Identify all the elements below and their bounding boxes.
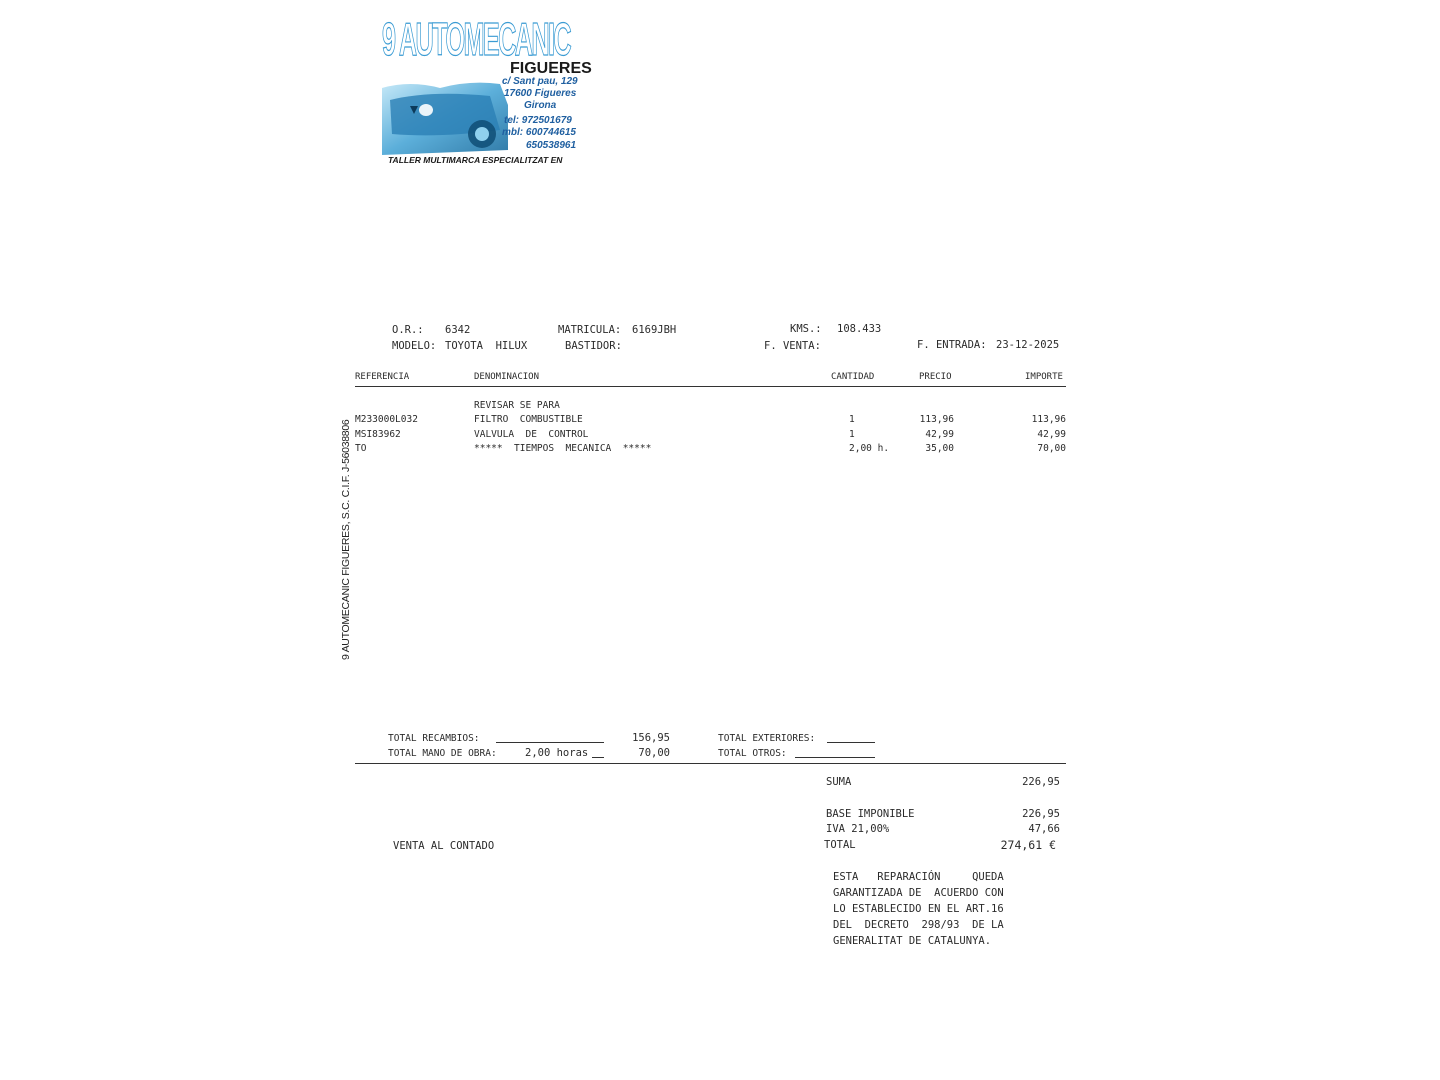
- row-1-precio: 113,96: [919, 414, 954, 425]
- row-1-den: FILTRO COMBUSTIBLE: [474, 414, 583, 425]
- row-1-ref: M233000L032: [355, 414, 418, 425]
- payment-method: VENTA AL CONTADO: [393, 840, 495, 852]
- row-2-cant: 1: [849, 429, 855, 440]
- total-recambios-value: 156,95: [632, 732, 670, 744]
- total-mano-line: [592, 757, 604, 758]
- bastidor-label: BASTIDOR:: [565, 340, 622, 352]
- modelo-label: MODELO:: [392, 340, 437, 352]
- kms-value: 108.433: [837, 323, 882, 335]
- guarantee-line-1: ESTA REPARACIÓN QUEDA: [833, 871, 1004, 883]
- guarantee-line-5: GENERALITAT DE CATALUNYA.: [833, 935, 992, 947]
- logo-tel: tel: 972501679: [504, 115, 572, 126]
- table-note: REVISAR SE PARA: [474, 400, 560, 411]
- suma-value: 226,95: [1022, 776, 1060, 788]
- col-denominacion: DENOMINACION: [474, 372, 540, 382]
- col-importe: IMPORTE: [1025, 372, 1063, 382]
- company-cif-vertical: 9 AUTOMECANIC FIGUERES, S.C. C.I.F. J-56038806: [340, 419, 352, 660]
- iva-value: 47,66: [1028, 823, 1060, 835]
- matricula-label: MATRICULA:: [558, 324, 622, 336]
- logo-tagline: TALLER MULTIMARCA ESPECIALITZAT EN: [388, 155, 563, 165]
- fentrada-label: F. ENTRADA:: [917, 339, 987, 351]
- logo-province: Girona: [524, 100, 557, 111]
- row-2-den: VALVULA DE CONTROL: [474, 429, 589, 440]
- base-label: BASE IMPONIBLE: [826, 808, 915, 820]
- total-mano-label: TOTAL MANO DE OBRA:: [388, 748, 497, 759]
- total-otros-label: TOTAL OTROS:: [718, 748, 787, 759]
- row-3-precio: 35,00: [925, 443, 954, 454]
- col-precio: PRECIO: [919, 372, 952, 382]
- col-cantidad: CANTIDAD: [831, 372, 875, 382]
- row-3-importe: 70,00: [1037, 443, 1066, 454]
- row-1-importe: 113,96: [1031, 414, 1066, 425]
- logo-mobile-2: 650538961: [526, 140, 577, 151]
- row-2-precio: 42,99: [925, 429, 954, 440]
- total-recambios-line: [496, 742, 604, 743]
- row-3-den: ***** TIEMPOS MECANICA *****: [474, 443, 652, 454]
- total-value: 274,61 €: [1000, 838, 1056, 852]
- logo-city: FIGUERES: [510, 60, 592, 77]
- matricula-value: 6169JBH: [632, 324, 677, 336]
- kms-label: KMS.:: [790, 323, 822, 335]
- logo-address: c/ Sant pau, 129: [502, 76, 578, 87]
- row-3-ref: TO: [355, 443, 367, 454]
- row-2-importe: 42,99: [1037, 429, 1066, 440]
- total-recambios-label: TOTAL RECAMBIOS:: [388, 733, 480, 744]
- row-3-cant: 2,00 h.: [849, 443, 890, 454]
- logo-brand: 9 AUTOMECANIC: [382, 13, 570, 65]
- or-value: 6342: [445, 324, 471, 336]
- guarantee-line-3: LO ESTABLECIDO EN EL ART.16: [833, 903, 1004, 915]
- fventa-label: F. VENTA:: [764, 340, 821, 352]
- table-header-rule: [355, 386, 1066, 387]
- modelo-value: TOYOTA HILUX: [445, 340, 528, 352]
- total-exteriores-line: [827, 742, 875, 743]
- col-referencia: REFERENCIA: [355, 372, 410, 382]
- base-value: 226,95: [1022, 808, 1060, 820]
- fentrada-value: 23-12-2025: [996, 339, 1060, 351]
- iva-label: IVA 21,00%: [826, 823, 890, 835]
- company-logo: [380, 10, 638, 170]
- logo-postal: 17600 Figueres: [504, 88, 577, 99]
- suma-label: SUMA: [826, 776, 852, 788]
- row-2-ref: MSI83962: [355, 429, 401, 440]
- row-1-cant: 1: [849, 414, 855, 425]
- total-otros-line: [795, 757, 875, 758]
- total-exteriores-label: TOTAL EXTERIORES:: [718, 733, 816, 744]
- guarantee-line-4: DEL DECRETO 298/93 DE LA: [833, 919, 1004, 931]
- logo-mobile: mbl: 600744615: [502, 127, 576, 138]
- totals-rule: [355, 763, 1066, 764]
- or-label: O.R.:: [392, 324, 424, 336]
- total-mano-value: 70,00: [638, 747, 670, 759]
- total-label: TOTAL: [824, 839, 856, 851]
- guarantee-line-2: GARANTIZADA DE ACUERDO CON: [833, 887, 1004, 899]
- total-mano-hours: 2,00 horas: [525, 747, 589, 759]
